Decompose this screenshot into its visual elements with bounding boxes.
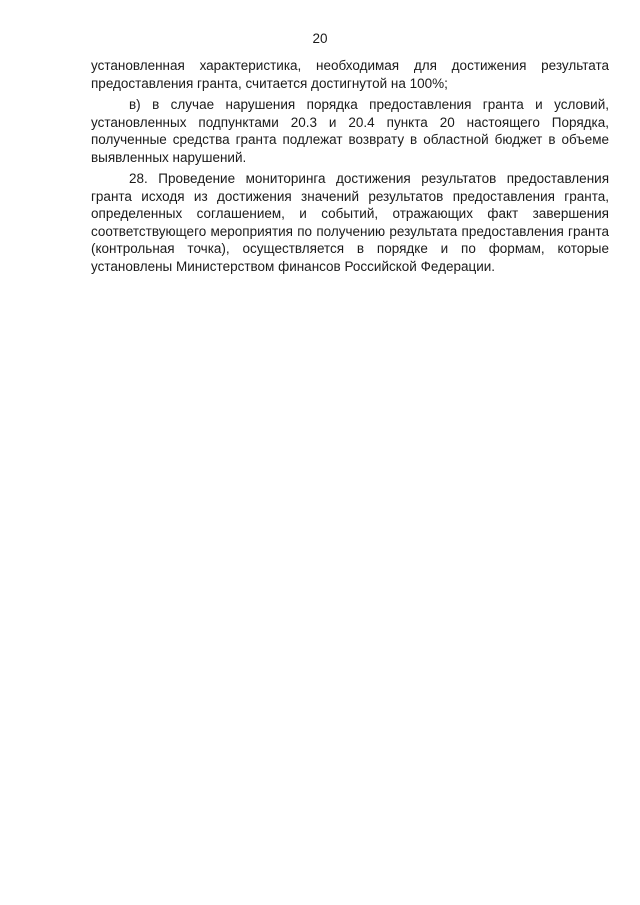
paragraph-continuation: установленная характеристика, необходимая для достижения результата предоставления гранта, считается достигнутой на 100%; xyxy=(91,58,609,91)
paragraph-item-28: 28. Проведение мониторинга достижения результатов предоставления гранта исходя из достижения значений результатов предоставления гранта, определенных соглашением, и событий, отражающих факт завершения соответствующего мероприятия по получению результата предоставления гранта (контрольная точка), осуществляется в порядке и по формам, которые установлены Министерством финансов Российской Федерации. xyxy=(91,171,609,274)
paragraph-subitem-v: в) в случае нарушения порядка предоставления гранта и условий, установленных подпунктами 20.3 и 20.4 пункта 20 настоящего Порядка, полученные средства гранта подлежат возврату в областной бюджет в объеме выявленных нарушений. xyxy=(91,97,609,165)
page-number: 20 xyxy=(312,31,328,46)
document-body xyxy=(91,57,609,279)
